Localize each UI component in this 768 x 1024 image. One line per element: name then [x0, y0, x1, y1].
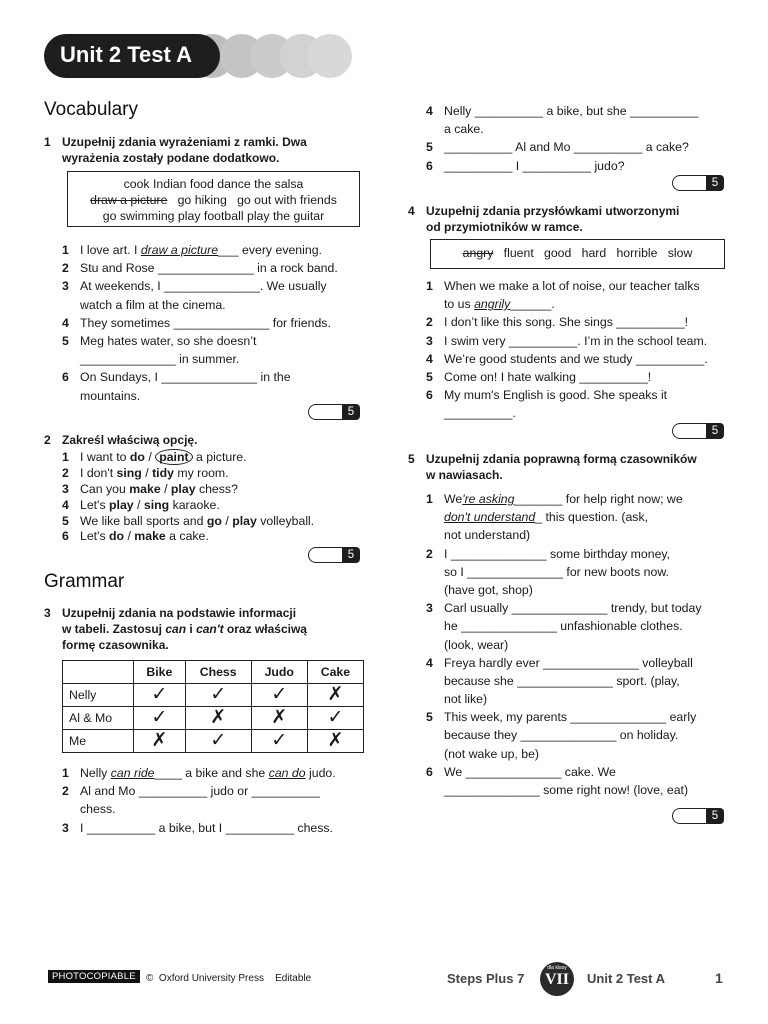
circled-answer: paint — [155, 449, 192, 465]
book-title: Steps Plus 7 — [447, 971, 525, 986]
ex4-word-box: angry fluent good hard horrible slow — [430, 239, 725, 269]
table-row: Me ✗ ✓ ✓ ✗ — [63, 730, 364, 753]
ex3-score-box[interactable]: 5 — [672, 175, 724, 191]
unit-header — [44, 34, 354, 78]
ex4-instruction: 4 Uzupełnij zdania przysłówkami utworzonymi od przymiotników w ramce. — [408, 204, 680, 234]
table-row: Al & Mo ✓ ✗ ✗ ✓ — [63, 707, 364, 730]
grammar-heading: Grammar — [44, 571, 125, 592]
copyright-text: © Oxford University Press Editable — [146, 973, 312, 984]
vocabulary-heading: Vocabulary — [44, 99, 139, 120]
ability-table: Bike Chess Judo Cake Nelly ✓ ✓ ✓ ✗ Al & Mo ✓ ✗ ✗ ✓ Me ✗ ✓ ✓ ✗ — [62, 660, 364, 753]
page-number: 1 — [715, 970, 723, 986]
ex1-instruction: 1 Uzupełnij zdania wyrażeniami z ramki. Dwa wyrażenia zostały podane dodatkowo. — [44, 135, 307, 165]
ex2-instruction: 2 Zakreśl właściwą opcję. — [44, 433, 198, 447]
ex3-instruction: 3 Uzupełnij zdania na podstawie informacji w tabeli. Zastosuj can i can't oraz właściwą formę czasownika. — [44, 606, 307, 652]
ex1-word-box: cook Indian food dance the salsa draw a picture go hiking go out with friends go swimming play football play the guitar — [67, 171, 360, 227]
ex2-items: 1 I want to do / paint a picture. 2 I don't sing / tidy my room. 3 Can you make / play chess? 4 Let's play / sing karaoke. 5 We like ball sports and go / play volleyball. 6 Let's do / make a cake. — [62, 450, 315, 544]
ex2-score-box[interactable]: 5 — [308, 547, 360, 563]
ex5-items: 1 We're asking_______ for help right now; we don't understand_ this question. (ask, not understand) 2 I ______________ some birthday money, so I ______________ for new boots now. (have got, shop) 3 Carl usually ______________ trendy, but today he ______________ unfashionable clothes. (look, wear) 4 Freya hardly ever ______________ volleyball because she ______________ sport. (play, not like) 5 This week, my parents ______________ early because they ______________ on holiday. (not wake up, be) 6 We ______________ cake. We ______________ some right now! (love, eat) — [426, 492, 702, 797]
ex5-score-box[interactable]: 5 — [672, 808, 724, 824]
page-title: Unit 2 Test A — [60, 42, 193, 67]
ex4-items: 1 When we make a lot of noise, our teacher talks to us angrily______. 2 I don’t like this song. She sings __________! 3 I swim very __________. I’m in the school team. 4 We’re good students and we study __________. 5 Come on! I hate walking __________! 6 My mum's English is good. She speaks it __________. — [426, 279, 708, 421]
footer-unit: Unit 2 Test A — [587, 971, 666, 986]
ex1-items: 1 I love art. I draw a picture___ every evening. 2 Stu and Rose ______________ in a rock band. 3 At weekends, I ______________. We usually watch a film at the cinema. 4 They sometimes ______________ for friends. 5 Meg hates water, so she doesn’t ______________ in summer. 6 On Sundays, I ______________ in the mountains. — [62, 243, 338, 403]
ex5-instruction: 5 Uzupełnij zdania poprawną formą czasowników w nawiasach. — [408, 452, 697, 482]
photocopiable-badge: PHOTOCOPIABLE — [48, 970, 140, 983]
ex4-score-box[interactable]: 5 — [672, 423, 724, 439]
ex3-items-right: 4 Nelly __________ a bike, but she __________ a cake. 5 __________ Al and Mo __________ a cake? 6 __________ I __________ judo? — [426, 104, 699, 173]
ex1-score-box[interactable]: 5 — [308, 404, 360, 420]
ex3-items-left: 1 Nelly can ride____ a bike and she can do judo. 2 Al and Mo __________ judo or __________ chess. 3 I __________ a bike, but I __________ chess. — [62, 766, 336, 835]
table-row: Nelly ✓ ✓ ✓ ✗ — [63, 684, 364, 707]
class-seal-logo: dla klasy VII — [540, 962, 574, 996]
